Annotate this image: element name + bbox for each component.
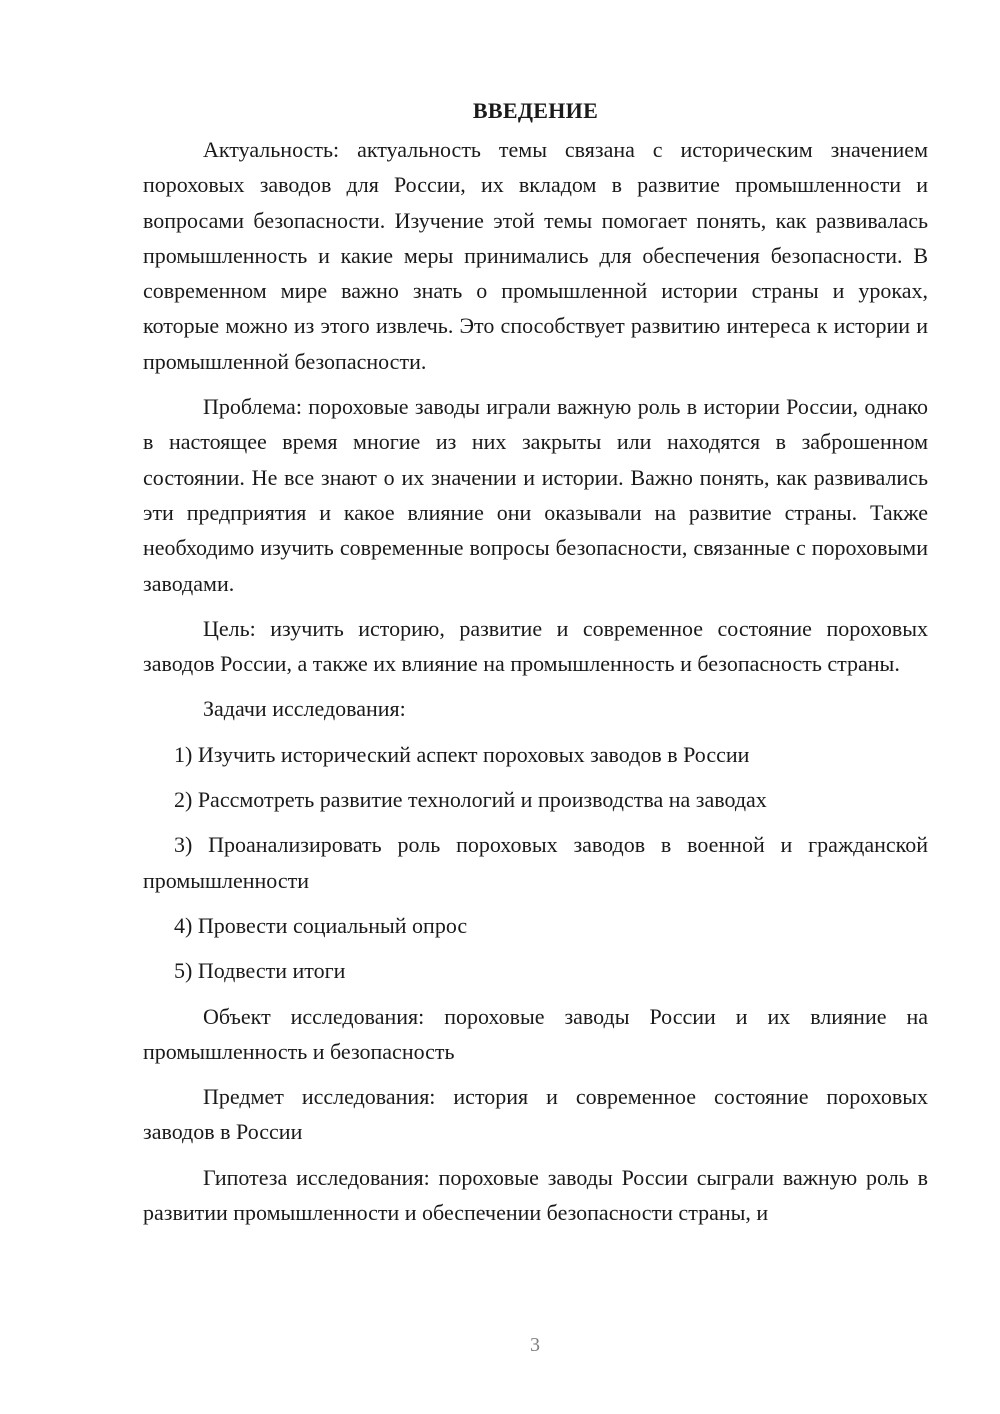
object-paragraph: Объект исследования: пороховые заводы России и их влияние на промышленность и безопасность xyxy=(143,1003,928,1064)
relevance-paragraph: Актуальность: актуальность темы связана с историческим значением пороховых заводов для России, их вкладом в развитие промышленности и вопросами безопасности. Изучение этой темы помогает понять, как развивалась промышленность и какие меры принимались для обеспечения безопасности. В современном мире важно знать о промышленной истории страны и уроках, которые можно из этого извлечь. Это способствует развитию интереса к истории и промышленной безопасности. xyxy=(143,137,928,374)
section-heading: ВВЕДЕНИЕ xyxy=(472,98,599,123)
task-item-5: 5) Подвести итоги xyxy=(174,958,346,984)
page-number: 3 xyxy=(530,1334,540,1356)
document-page xyxy=(143,96,928,1240)
tasks-title: Задачи исследования: xyxy=(203,696,406,722)
hypothesis-paragraph: Гипотеза исследования: пороховые заводы России сыграли важную роль в развитии промышленности и обеспечении безопасности страны, и xyxy=(143,1164,928,1226)
subject-paragraph: Предмет исследования: история и современное состояние пороховых заводов в России xyxy=(143,1084,928,1145)
goal-paragraph: Цель: изучить историю, развитие и современное состояние пороховых заводов России, а также их влияние на промышленность и безопасность страны. xyxy=(143,615,928,677)
task-item-3: 3) Проанализировать роль пороховых заводов в военной и гражданской промышленности xyxy=(143,832,928,893)
problem-paragraph: Проблема: пороховые заводы играли важную роль в истории России, однако в настоящее время многие из них закрыты или находятся в заброшенном состоянии. Не все знают о их значении и истории. Важно понять, как развивались эти предприятия и какое влияние они оказывали на развитие страны. Также необходимо изучить современные вопросы безопасности, связанные с пороховыми заводами. xyxy=(143,394,928,596)
task-item-4: 4) Провести социальный опрос xyxy=(174,912,468,938)
task-item-1: 1) Изучить исторический аспект пороховых заводов в России xyxy=(174,741,750,767)
task-item-2: 2) Рассмотреть развитие технологий и производства на заводах xyxy=(174,787,767,813)
